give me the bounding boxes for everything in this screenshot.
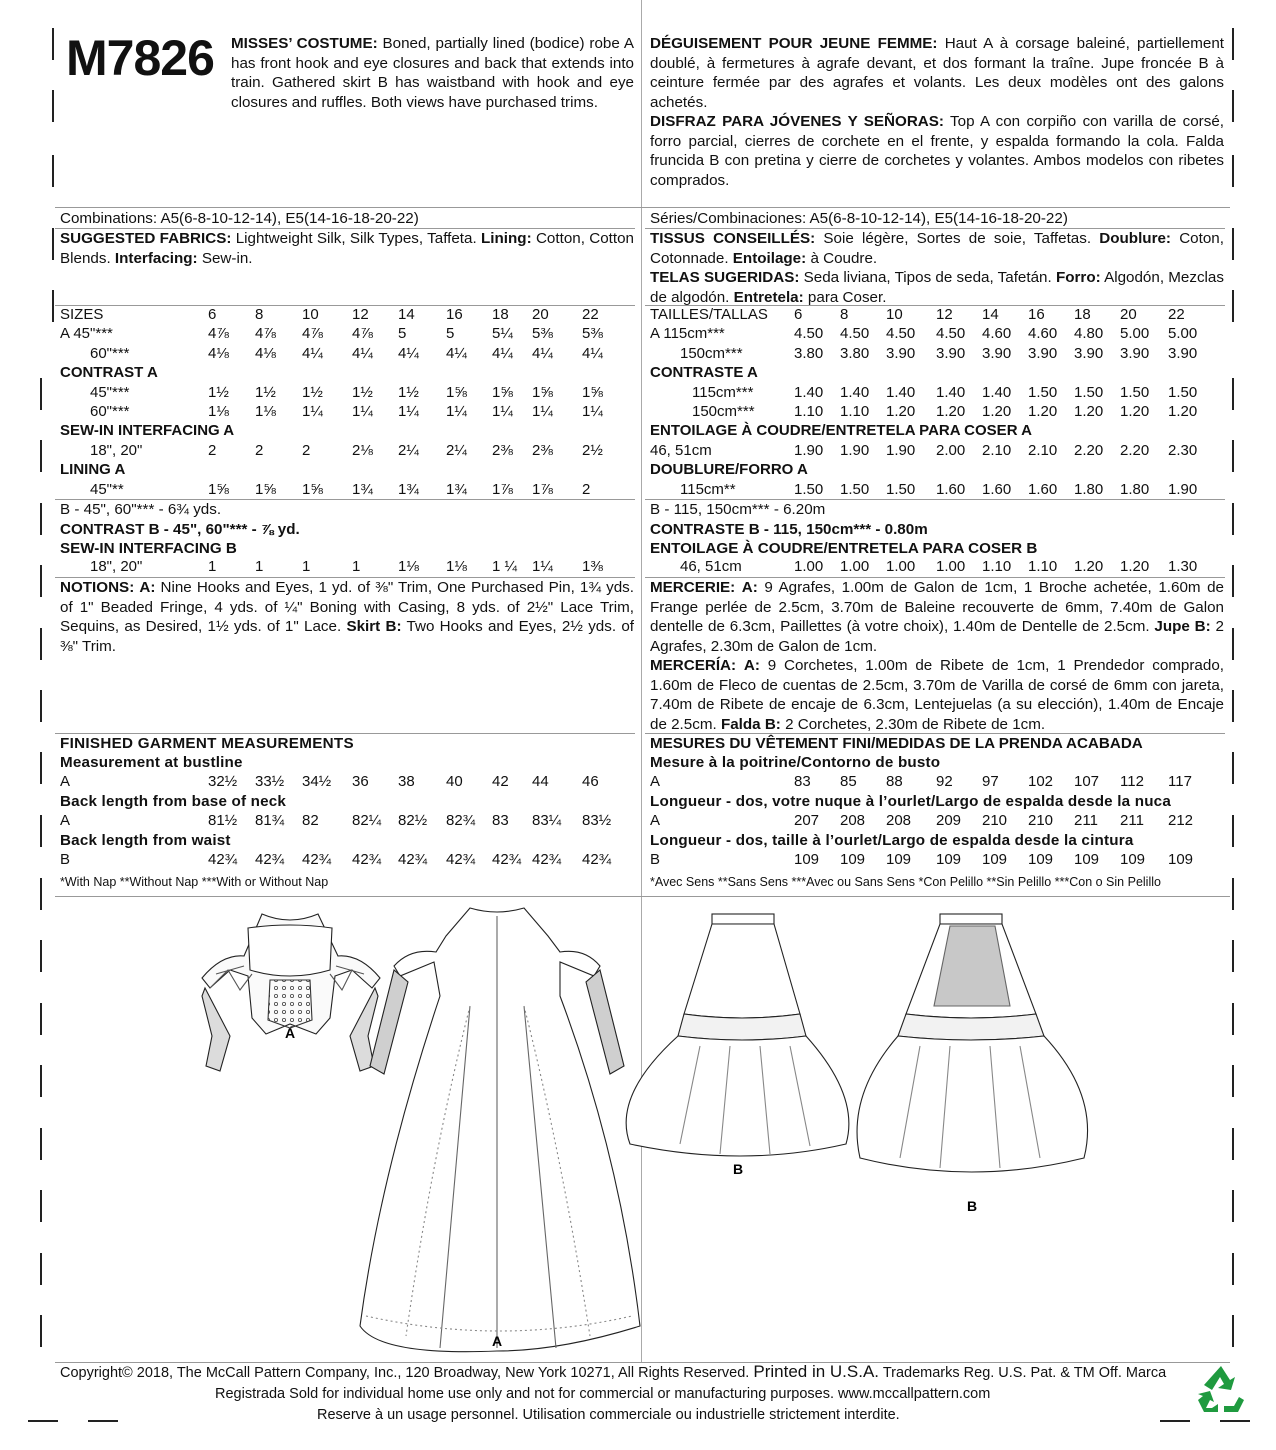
row-value: 1.50 xyxy=(840,480,870,498)
row-value: 2 xyxy=(302,441,311,459)
label-skirt-b-front: B xyxy=(732,1161,744,1177)
row-label: 150cm*** xyxy=(692,403,755,420)
contrast-b-yardage: CONTRAST B - 45", 60"*** - ⅞ yd. xyxy=(60,521,300,538)
footer-line-3: Reserve à un usage personnel. Utilisation commerciale ou industrielle strictement interdite. xyxy=(317,1407,900,1423)
row-value: 107 xyxy=(1074,773,1100,790)
row-label: SIZES xyxy=(60,306,104,323)
row-value: 3.90 xyxy=(886,344,916,362)
row-value: 1⅝ xyxy=(255,480,276,498)
row-value: 3.90 xyxy=(1028,344,1058,362)
row-value: 1¼ xyxy=(352,403,373,420)
row-value: 1 xyxy=(255,558,264,575)
sewin-interfacing-b-label: SEW-IN INTERFACING B xyxy=(60,540,237,557)
row-value: 1⅜ xyxy=(582,558,603,575)
row-value: 5⅜ xyxy=(582,325,603,343)
measurement-heading: Longueur - dos, votre nuque à l’ourlet/Largo de espalda desde la nuca xyxy=(650,793,1171,810)
label-skirt-b-back: B xyxy=(966,1198,978,1214)
row-value: 14 xyxy=(398,306,415,323)
row-value: 4.60 xyxy=(1028,325,1058,343)
bodice-a-drawing xyxy=(202,914,380,1071)
french-description xyxy=(650,34,1224,112)
recycle-icon xyxy=(1194,1364,1248,1414)
row-value: 6 xyxy=(208,306,217,323)
row-value: 20 xyxy=(532,306,549,323)
row-label: B xyxy=(650,851,661,868)
row-value: 1.50 xyxy=(794,480,824,498)
row-value: 4.50 xyxy=(886,325,916,343)
merceria: MERCERÍA: A: 9 Corchetes, 1.00m de Ribete de 1cm, 1 Prendedor comprado, 1.60m de Fleco de cuentas de 2.5cm, 3.70m de Varilla de corsé de 6mm con jareta, 7.40m de Ribete de encaje de 6.3cm, Lentejuelas (a su elección), 1.40m de Encaje de 2.5cm. Falda B: 2 Corchetes, 2.30m de Ribete de 1cm. xyxy=(650,657,1224,733)
row-value: 5 xyxy=(398,325,407,343)
row-value: 1.50 xyxy=(1028,383,1058,401)
row-value: 1.20 xyxy=(1074,403,1104,420)
row-value: 42¾ xyxy=(492,851,522,868)
mercerie: MERCERIE: A: 9 Agrafes, 1.00m de Galon de 1cm, 1 Broche achetée, 1.60m de Frange perlée de 2.5cm, 3.70m de Baleine recouverte de 6mm, 7.40m de Galon dentelle de 6.3cm, Paillettes (à votre choix), 1.40m de Dentelle de 2.5cm. Jupe B: 2 Agrafes, 2.30m de Galon de 1cm. xyxy=(650,579,1224,655)
row-value: 4⅞ xyxy=(302,325,323,343)
row-value: 1.20 xyxy=(1120,558,1150,575)
row-value: 81¾ xyxy=(255,812,285,829)
row-value: 88 xyxy=(886,773,903,790)
row-value: 1¼ xyxy=(302,403,323,420)
row-value: 1¼ xyxy=(532,403,553,420)
row-value: 1¼ xyxy=(398,403,419,420)
row-value: 83½ xyxy=(582,812,612,829)
row-label: 115cm** xyxy=(680,480,736,498)
row-value: 208 xyxy=(840,812,866,829)
row-label: CONTRASTE A xyxy=(650,364,758,382)
row-value: 5.00 xyxy=(1168,325,1198,343)
row-value: 44 xyxy=(532,773,549,790)
row-value: 1.90 xyxy=(1168,480,1198,498)
row-value: 82¾ xyxy=(446,812,476,829)
row-value: 82½ xyxy=(398,812,428,829)
row-label: A xyxy=(650,773,661,790)
row-value: 212 xyxy=(1168,812,1194,829)
spanish-title: DISFRAZ PARA JÓVENES Y SEÑORAS: xyxy=(650,113,944,130)
row-value: 4⅞ xyxy=(208,325,229,343)
row-value: 1.60 xyxy=(982,480,1012,498)
trademarks: Trademarks Reg. U.S. Pat. & TM Off. Marca xyxy=(882,1365,1167,1381)
row-value: 209 xyxy=(936,812,962,829)
row-value: 1.10 xyxy=(794,403,824,420)
row-label: 18", 20" xyxy=(90,558,143,575)
row-value: 1⅝ xyxy=(492,383,513,401)
row-value: 1¾ xyxy=(446,480,467,498)
row-value: 10 xyxy=(302,306,319,323)
row-value: 40 xyxy=(446,773,463,790)
measurement-heading: Measurement at bustline xyxy=(60,754,243,771)
row-value: 22 xyxy=(582,306,599,323)
row-value: 1.40 xyxy=(982,383,1012,401)
row-label: TAILLES/TALLAS xyxy=(650,306,768,323)
row-value: 1.00 xyxy=(794,558,824,575)
nap-note: *With Nap **Without Nap ***With or Without Nap xyxy=(60,875,329,889)
row-value: 1.40 xyxy=(840,383,870,401)
row-label: 45"*** xyxy=(90,383,130,401)
row-value: 1 xyxy=(208,558,217,575)
row-label: 115cm*** xyxy=(692,383,754,401)
combinations: Combinations: A5(6-8-10-12-14), E5(14-16-18-20-22) xyxy=(60,210,419,227)
row-value: 42¾ xyxy=(398,851,428,868)
row-value: 4⅞ xyxy=(255,325,276,343)
row-value: 22 xyxy=(1168,306,1185,323)
french-title: DÉGUISEMENT POUR JEUNE FEMME: xyxy=(650,35,938,52)
row-value: 2.10 xyxy=(982,441,1012,459)
row-value: 12 xyxy=(936,306,953,323)
row-value: 16 xyxy=(1028,306,1045,323)
row-value: 1 xyxy=(302,558,311,575)
row-value: 1.20 xyxy=(1074,558,1104,575)
row-value: 2 xyxy=(582,480,591,498)
measurement-heading: Back length from base of neck xyxy=(60,793,287,810)
row-value: 3.90 xyxy=(1120,344,1150,362)
fgm-title-fr: MESURES DU VÊTEMENT FINI/MEDIDAS DE LA PRENDA ACABADA xyxy=(650,735,1143,752)
row-value: 1¼ xyxy=(532,558,553,575)
row-value: 4.50 xyxy=(936,325,966,343)
row-value: 2⅛ xyxy=(352,441,373,459)
garment-illustrations xyxy=(0,896,1276,1362)
spanish-text: Top A con corpiño con varilla de corsé, forro parcial, cierres de corchete en el frente, y espalda formando la cola. Falda fruncida B con pretina y cierre de corchetes y volantes. Ambos modelos con ribetes comprados. xyxy=(650,113,1224,189)
row-value: 1.40 xyxy=(794,383,824,401)
row-value: 109 xyxy=(886,851,912,868)
row-value: 14 xyxy=(982,306,999,323)
notions: NOTIONS: A: Nine Hooks and Eyes, 1 yd. of ⅜" Trim, One Purchased Pin, 1¾ yds. of 1" Beaded Fringe, 4 yds. of ¼" Boning with Casing, 8 yds. of 2½" Lace Trim, Sequins, as Desired, 1½ yds. of 1" Lace. Skirt B: Two Hooks and Eyes, 2½ yds. of ⅜" Trim. xyxy=(60,579,634,655)
row-value: 4⅛ xyxy=(255,344,276,362)
suggested-fabrics: SUGGESTED FABRICS: Lightweight Silk, Silk Types, Taffeta. Lining: Cotton, Cotton Blends. Interfacing: Sew-in. xyxy=(60,230,634,267)
row-value: 2 xyxy=(255,441,264,459)
row-value: 42¾ xyxy=(302,851,332,868)
row-value: 1.20 xyxy=(1028,403,1058,420)
row-value: 1⅝ xyxy=(582,383,603,401)
row-label: DOUBLURE/FORRO A xyxy=(650,461,808,479)
row-value: 3.90 xyxy=(982,344,1012,362)
row-value: 16 xyxy=(446,306,463,323)
row-value: 2¼ xyxy=(446,441,467,459)
row-label: B xyxy=(60,851,71,868)
row-value: 82 xyxy=(302,812,319,829)
row-value: 5 xyxy=(446,325,455,343)
row-value: 109 xyxy=(936,851,962,868)
row-value: 4.80 xyxy=(1074,325,1104,343)
row-value: 4¼ xyxy=(352,344,373,362)
row-value: 1½ xyxy=(255,383,276,401)
margin-tick xyxy=(52,28,54,60)
pattern-number: M7826 xyxy=(66,30,214,86)
row-value: 1.60 xyxy=(936,480,966,498)
row-value: 1¾ xyxy=(352,480,373,498)
row-value: 1 xyxy=(352,558,361,575)
row-value: 2⅜ xyxy=(492,441,513,459)
row-value: 4.60 xyxy=(982,325,1012,343)
row-value: 1.90 xyxy=(840,441,870,459)
row-value: 1⅛ xyxy=(446,558,467,575)
row-value: 2.10 xyxy=(1028,441,1058,459)
row-value: 1.00 xyxy=(936,558,966,575)
row-label: A xyxy=(650,812,661,829)
footer-line-1 xyxy=(60,1362,1190,1383)
row-value: 4¼ xyxy=(532,344,553,362)
row-label: CONTRAST A xyxy=(60,364,158,382)
row-value: 117 xyxy=(1168,773,1192,790)
nap-note-fr: *Avec Sens **Sans Sens ***Avec ou Sans Sens *Con Pelillo **Sin Pelillo ***Con o Sin Pelillo xyxy=(650,875,1161,889)
header-divider xyxy=(55,207,1230,208)
row-value: 3.80 xyxy=(794,344,824,362)
row-value: 3.90 xyxy=(1168,344,1198,362)
row-value: 1½ xyxy=(352,383,373,401)
french-text: Haut A à corsage baleiné, partiellement doublé, à fermetures à agrafe devant, et dos formant la traîne. Jupe froncée B à ceinture fermée par des agrafes et volants. Les deux modèles ont des galons achetés. xyxy=(650,35,1224,111)
row-label: A 45"*** xyxy=(60,325,113,343)
row-value: 4⅛ xyxy=(208,344,229,362)
english-text: Boned, partially lined (bodice) robe A has front hook and eye closures and back that extends into train. Gathered skirt B has waistband with hook and eye closures and ruffles. Both views have purchased trims. xyxy=(231,35,634,111)
row-value: 83 xyxy=(492,812,509,829)
row-value: 1½ xyxy=(302,383,323,401)
row-value: 109 xyxy=(1168,851,1194,868)
row-value: 8 xyxy=(255,306,264,323)
row-label: 46, 51cm xyxy=(650,441,712,459)
skirt-b-back-drawing xyxy=(857,914,1088,1172)
row-value: 1.00 xyxy=(886,558,916,575)
row-value: 1.20 xyxy=(936,403,966,420)
row-value: 1.90 xyxy=(794,441,824,459)
row-value: 33½ xyxy=(255,773,285,790)
row-value: 1½ xyxy=(208,383,229,401)
contrast-b-metric: CONTRASTE B - 115, 150cm*** - 0.80m xyxy=(650,521,928,538)
row-value: 1⅝ xyxy=(532,383,553,401)
b-yardage: B - 45", 60"*** - 6¾ yds. xyxy=(60,501,222,518)
row-value: 102 xyxy=(1028,773,1054,790)
row-value: 1⅛ xyxy=(208,403,229,420)
printed-in: Printed in U.S.A. xyxy=(753,1362,880,1381)
row-value: 36 xyxy=(352,773,369,790)
row-value: 82¼ xyxy=(352,812,382,829)
row-value: 8 xyxy=(840,306,849,323)
row-value: 12 xyxy=(352,306,369,323)
row-value: 42¾ xyxy=(446,851,476,868)
combinations-fr: Séries/Combinaciones: A5(6-8-10-12-14), E5(14-16-18-20-22) xyxy=(650,210,1068,227)
row-value: 97 xyxy=(982,773,999,790)
gown-a-drawing xyxy=(360,908,640,1352)
measurement-heading: Mesure à la poitrine/Contorno de busto xyxy=(650,754,941,771)
row-value: 1⅛ xyxy=(255,403,276,420)
row-value: 2⅜ xyxy=(532,441,553,459)
telas-sugeridas: TELAS SUGERIDAS: Seda liviana, Tipos de seda, Tafetán. Forro: Algodón, Mezclas de algodón. Entretela: para Coser. xyxy=(650,269,1224,306)
copyright: Copyright© 2018, The McCall Pattern Company, Inc., 120 Broadway, New York 10271, All Rights Reserved. xyxy=(60,1365,750,1381)
row-value: 42¾ xyxy=(352,851,382,868)
skirt-b-front-drawing xyxy=(626,914,849,1156)
row-value: 4¼ xyxy=(582,344,603,362)
row-value: 18 xyxy=(492,306,509,323)
row-value: 109 xyxy=(1074,851,1100,868)
row-value: 1.20 xyxy=(1168,403,1198,420)
row-value: 5⅜ xyxy=(532,325,553,343)
measurement-heading: Back length from waist xyxy=(60,832,231,849)
row-value: 4.50 xyxy=(840,325,870,343)
b-yardage-metric: B - 115, 150cm*** - 6.20m xyxy=(650,501,826,518)
row-value: 1¾ xyxy=(398,480,419,498)
row-value: 1 ¼ xyxy=(492,558,518,575)
row-label: 150cm*** xyxy=(680,344,743,362)
row-value: 10 xyxy=(886,306,903,323)
row-value: 1.80 xyxy=(1074,480,1104,498)
row-value: 20 xyxy=(1120,306,1137,323)
row-value: 1.50 xyxy=(886,480,916,498)
row-value: 1.00 xyxy=(840,558,870,575)
entoilage-b-label: ENTOILAGE À COUDRE/ENTRETELA PARA COSER B xyxy=(650,540,1038,557)
row-label: LINING A xyxy=(60,461,126,479)
row-value: 1¼ xyxy=(582,403,603,420)
row-label: 18", 20" xyxy=(90,441,143,459)
row-value: 1.40 xyxy=(886,383,916,401)
row-label: ENTOILAGE À COUDRE/ENTRETELA PARA COSER A xyxy=(650,422,1032,440)
row-value: 34½ xyxy=(302,773,332,790)
row-value: 4¼ xyxy=(446,344,467,362)
english-title: MISSES’ COSTUME: xyxy=(231,35,378,52)
row-value: 1.20 xyxy=(886,403,916,420)
row-value: 1⅞ xyxy=(492,480,513,498)
row-value: 208 xyxy=(886,812,912,829)
row-value: 42¾ xyxy=(532,851,562,868)
row-value: 109 xyxy=(794,851,820,868)
row-value: 42¾ xyxy=(208,851,238,868)
row-value: 1½ xyxy=(398,383,419,401)
row-value: 2.20 xyxy=(1120,441,1150,459)
row-value: 85 xyxy=(840,773,857,790)
row-value: 46 xyxy=(582,773,599,790)
row-label: 60"*** xyxy=(90,403,130,420)
row-label: A xyxy=(60,773,71,790)
row-value: 4⅞ xyxy=(352,325,373,343)
row-label: SEW-IN INTERFACING A xyxy=(60,422,235,440)
row-value: 1⅞ xyxy=(532,480,553,498)
row-value: 42¾ xyxy=(582,851,612,868)
row-label: A xyxy=(60,812,71,829)
row-value: 1.10 xyxy=(1028,558,1058,575)
row-value: 2.20 xyxy=(1074,441,1104,459)
row-value: 2 xyxy=(208,441,217,459)
row-value: 112 xyxy=(1120,773,1144,790)
row-value: 32½ xyxy=(208,773,238,790)
row-value: 1.10 xyxy=(982,558,1012,575)
row-value: 4.50 xyxy=(794,325,824,343)
row-value: 1.80 xyxy=(1120,480,1150,498)
row-label: 45"** xyxy=(90,480,124,498)
row-value: 2.00 xyxy=(936,441,966,459)
row-label: A 115cm*** xyxy=(650,325,725,343)
row-value: 1.50 xyxy=(1120,383,1150,401)
row-value: 1⅝ xyxy=(446,383,467,401)
row-value: 38 xyxy=(398,773,415,790)
row-value: 109 xyxy=(1028,851,1054,868)
row-value: 1.20 xyxy=(1120,403,1150,420)
row-value: 83¼ xyxy=(532,812,562,829)
row-value: 92 xyxy=(936,773,953,790)
row-value: 1⅝ xyxy=(208,480,229,498)
measurement-heading: Longueur - dos, taille à l’ourlet/Largo de espalda desde la cintura xyxy=(650,832,1134,849)
row-value: 1.50 xyxy=(1168,383,1198,401)
english-description xyxy=(231,34,634,112)
row-value: 1.30 xyxy=(1168,558,1198,575)
row-value: 2¼ xyxy=(398,441,419,459)
row-value: 1⅝ xyxy=(302,480,323,498)
row-value: 1.90 xyxy=(886,441,916,459)
label-gown-a: A xyxy=(491,1333,503,1349)
row-value: 211 xyxy=(1074,812,1098,829)
row-value: 3.90 xyxy=(936,344,966,362)
row-value: 2.30 xyxy=(1168,441,1198,459)
row-value: 207 xyxy=(794,812,820,829)
label-bodice-a: A xyxy=(284,1025,296,1041)
row-value: 42 xyxy=(492,773,509,790)
row-value: 1.10 xyxy=(840,403,870,420)
row-value: 1¼ xyxy=(492,403,513,420)
row-value: 1.40 xyxy=(936,383,966,401)
row-value: 109 xyxy=(840,851,866,868)
row-value: 5¼ xyxy=(492,325,513,343)
row-value: 3.80 xyxy=(840,344,870,362)
row-label: 46, 51cm xyxy=(680,558,742,575)
row-label: 60"*** xyxy=(90,344,130,362)
fgm-title: FINISHED GARMENT MEASUREMENTS xyxy=(60,735,354,752)
row-value: 210 xyxy=(1028,812,1054,829)
row-value: 4¼ xyxy=(398,344,419,362)
row-value: 42¾ xyxy=(255,851,285,868)
row-value: 6 xyxy=(794,306,803,323)
row-value: 4¼ xyxy=(302,344,323,362)
row-value: 109 xyxy=(982,851,1008,868)
row-value: 4¼ xyxy=(492,344,513,362)
row-value: 81½ xyxy=(208,812,238,829)
row-value: 5.00 xyxy=(1120,325,1150,343)
row-value: 211 xyxy=(1120,812,1144,829)
row-value: 1.50 xyxy=(1074,383,1104,401)
tissus-conseilles: TISSUS CONSEILLÉS: Soie légère, Sortes de soie, Taffetas. Doublure: Coton, Cotonnade. Entoilage: à Coudre. xyxy=(650,230,1224,267)
row-value: 3.90 xyxy=(1074,344,1104,362)
row-value: 18 xyxy=(1074,306,1091,323)
row-value: 109 xyxy=(1120,851,1146,868)
spanish-description xyxy=(650,112,1224,190)
row-value: 2½ xyxy=(582,441,603,459)
row-value: 1¼ xyxy=(446,403,467,420)
row-value: 1.60 xyxy=(1028,480,1058,498)
footer-line-2: Registrada Sold for individual home use only and not for commercial or manufacturing purposes. www.mccallpattern.com xyxy=(215,1386,991,1402)
row-value: 1.20 xyxy=(982,403,1012,420)
row-value: 210 xyxy=(982,812,1008,829)
row-value: 83 xyxy=(794,773,811,790)
row-value: 1⅛ xyxy=(398,558,419,575)
